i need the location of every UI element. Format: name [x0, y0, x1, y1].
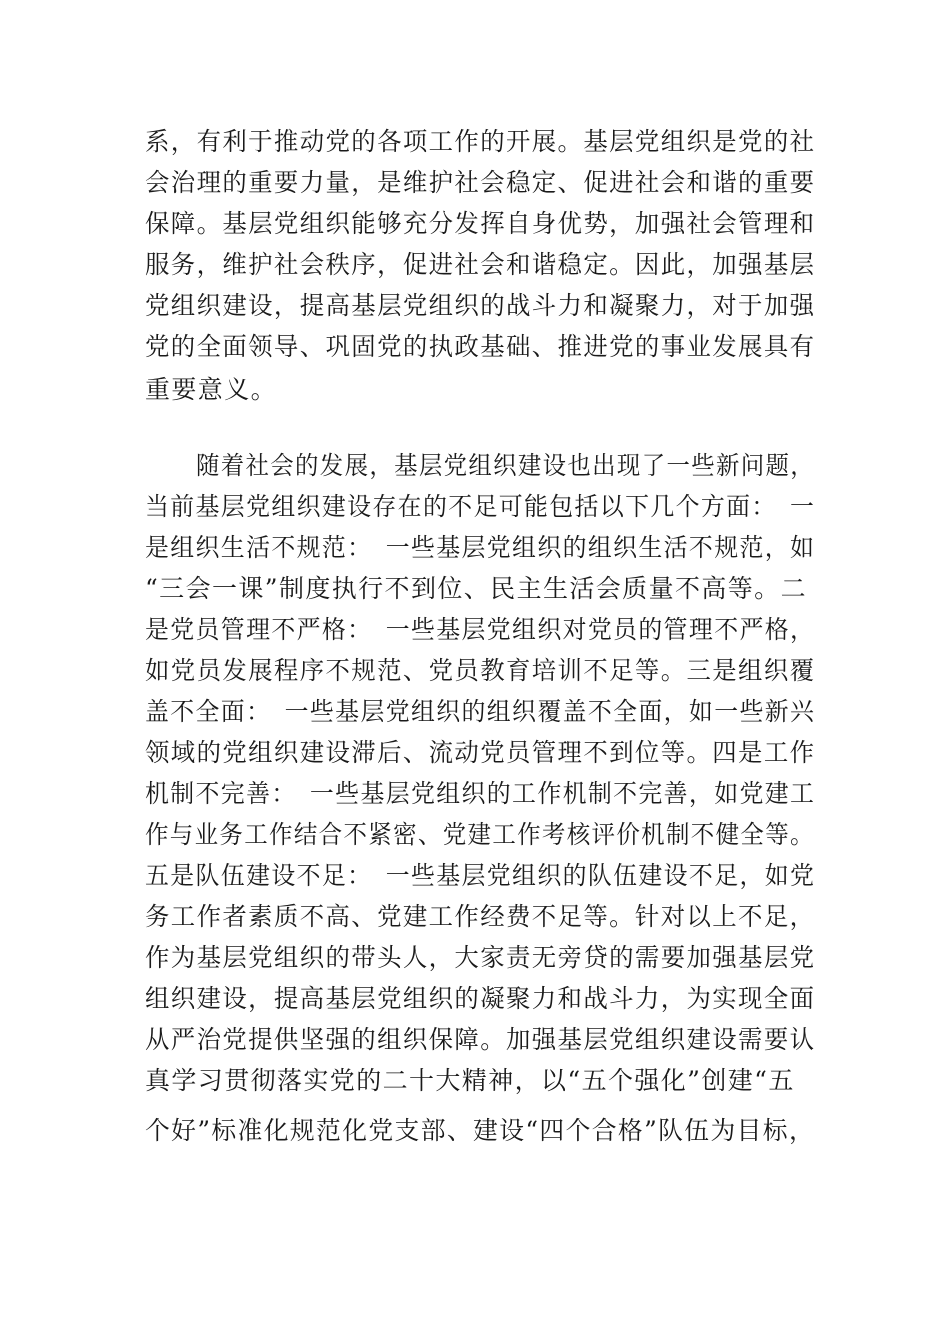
text-line: 五是队伍建设不足： 一些基层党组织的队伍建设不足，如党 [145, 861, 816, 890]
text-line: 系，有利于推动党的各项工作的开展。基层党组织是党的社 [145, 127, 816, 156]
text-line: 会治理的重要力量，是维护社会稳定、促进社会和谐的重要 [145, 168, 816, 197]
text-line: “三会一课”制度执行不到位、民主生活会质量不高等。二 [145, 574, 807, 603]
text-line: 如党员发展程序不规范、党员教育培训不足等。三是组织覆 [145, 656, 816, 685]
text-line: 党组织建设，提高基层党组织的战斗力和凝聚力，对于加强 [145, 291, 816, 320]
text-line: 个好”标准化规范化党支部、建设“四个合格”队伍为目标， [145, 1116, 816, 1145]
text-line: 是组织生活不规范： 一些基层党组织的组织生活不规范，如 [145, 533, 816, 562]
text-line: 保障。基层党组织能够充分发挥自身优势，加强社会管理和 [145, 209, 816, 238]
text-line: 是党员管理不严格： 一些基层党组织对党员的管理不严格， [145, 615, 816, 644]
text-line: 党的全面领导、巩固党的执政基础、推进党的事业发展具有 [145, 332, 816, 361]
text-line: 盖不全面： 一些基层党组织的组织覆盖不全面，如一些新兴 [145, 697, 816, 726]
paragraph-first-line: 随着社会的发展，基层党组织建设也出现了一些新问题， [196, 451, 816, 480]
text-line: 重要意义。 [145, 375, 278, 404]
text-line: 领域的党组织建设滞后、流动党员管理不到位等。四是工作 [145, 738, 816, 767]
text-line: 真学习贯彻落实党的二十大精神，以“五个强化”创建“五 [145, 1066, 795, 1095]
text-line: 作为基层党组织的带头人，大家责无旁贷的需要加强基层党 [145, 943, 816, 972]
text-line: 从严治党提供坚强的组织保障。加强基层党组织建设需要认 [145, 1025, 816, 1054]
text-line: 作与业务工作结合不紧密、党建工作考核评价机制不健全等。 [145, 820, 815, 849]
text-line: 机制不完善： 一些基层党组织的工作机制不完善，如党建工 [145, 779, 816, 808]
text-line: 服务，维护社会秩序，促进社会和谐稳定。因此，加强基层 [145, 250, 816, 279]
text-line: 当前基层党组织建设存在的不足可能包括以下几个方面： 一 [145, 492, 816, 521]
text-line: 务工作者素质不高、党建工作经费不足等。针对以上不足， [145, 902, 816, 931]
text-line: 组织建设，提高基层党组织的凝聚力和战斗力，为实现全面 [145, 984, 816, 1013]
